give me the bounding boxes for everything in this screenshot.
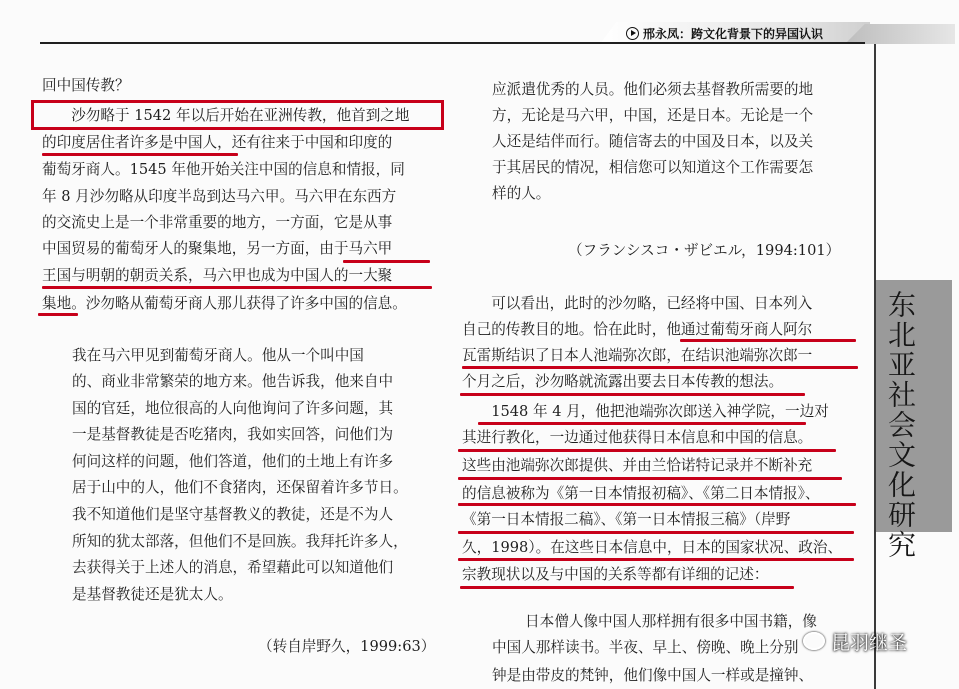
- header-rule: [40, 42, 865, 44]
- left-text-line: 集地。沙勿略从葡萄牙商人那儿获得了许多中国的信息。: [42, 295, 407, 312]
- right-quote-line: 于其居民的情况，相信您可以知道这个工作需要怎: [492, 159, 814, 176]
- right-text-line: 这些由池端弥次郎提供、并由兰恰诺特记录并不断补充: [462, 457, 813, 474]
- right-text-line: 1548 年 4 月，他把池端弥次郎送入神学院，一边对: [462, 403, 829, 420]
- left-text-line: 的交流史上是一个非常重要的地方，一方面，它是从事: [42, 214, 393, 231]
- right-text-line: 瓦雷斯结识了日本人池端弥次郎，在结识池端弥次郎一: [462, 347, 813, 364]
- right-quote2-line: 钟是由带皮的梵钟，他们像中国人一样或是撞钟、: [492, 667, 814, 684]
- running-header-title: 邢永凤：跨文化背景下的异国认识: [643, 27, 824, 41]
- right-text-line: 久，1998）。在这些日本信息中，日本的国家状况、政治、: [462, 539, 843, 556]
- annotation-underline: [460, 393, 805, 396]
- annotation-underline: [460, 586, 794, 589]
- right-quote-line: 样的人。: [492, 185, 551, 202]
- watermark-text: 昆羽继圣: [831, 632, 908, 654]
- left-quote-line: 一是基督教徒是否吃猪肉，我如实回答，问他们为: [72, 426, 394, 443]
- play-icon: [626, 27, 639, 40]
- left-quote-line: 何问这样的问题，他们答道，他们的土地上有许多: [72, 453, 394, 470]
- watermark: [803, 628, 907, 655]
- sidebar-title: 东北亚社会文化研究: [884, 290, 917, 560]
- left-quote-line: 所知的犹太部落，但他们不是回族。我拜托许多人，: [72, 533, 408, 550]
- left-text-line: 沙勿略于 1542 年以后开始在亚洲传教，他首到之地: [42, 107, 410, 124]
- left-text-line: 回中国传教？: [42, 77, 130, 94]
- annotation-underline: [462, 366, 858, 369]
- annotation-underline: [38, 313, 78, 316]
- left-text-line: 葡萄牙商人。1545 年他开始关注中国的信息和情报，同: [42, 161, 405, 178]
- left-quote-line: 居于山中的人，他们不食猪肉，还保留着许多节日。: [72, 479, 408, 496]
- running-header: [626, 25, 823, 42]
- left-text-line: 的印度居住者许多是中国人，还有往来于中国和印度的: [42, 134, 393, 151]
- right-text-line: 的信息被称为《第一日本情报初稿》、《第二日本情报》、: [462, 485, 820, 502]
- right-quote-line: 方，无论是马六甲，中国，还是日本。无论是一个: [492, 107, 814, 124]
- annotation-underline: [458, 531, 854, 534]
- left-quote-line: 我在马六甲见到葡萄牙商人。他从一个叫中国: [72, 347, 364, 364]
- right-citation: （フランシスコ・ザビエル，1994:101）: [568, 242, 841, 259]
- left-text-line: 中国贸易的葡萄牙人的聚集地，另一方面，由于马六甲: [42, 240, 393, 257]
- right-quote2-line: 中国人那样读书。半夜、早上、傍晚、晚上分别: [492, 639, 799, 656]
- right-text-line: 《第一日本情报二稿》、《第一日本情报三稿》（岸野: [462, 511, 791, 528]
- left-citation: （转自岸野久，1999:63）: [258, 638, 436, 655]
- annotation-underline: [680, 339, 856, 342]
- left-quote-line: 去获得关于上述人的消息，希望藉此可以知道他们: [72, 559, 394, 576]
- right-text-line: 宗教现状以及与中国的关系等都有详细的记述：: [462, 566, 769, 583]
- wechat-icon: [803, 632, 825, 650]
- right-quote2-line: 日本僧人像中国人那样拥有很多中国书籍，像: [525, 613, 817, 630]
- annotation-underline: [458, 503, 856, 506]
- annotation-underline: [458, 558, 854, 561]
- left-quote-line: 是基督教徒还是犹太人。: [72, 586, 233, 603]
- annotation-underline: [458, 477, 842, 480]
- right-text-line: 其进行教化，一边通过他获得日本信息和中国的信息。: [462, 429, 813, 446]
- right-text-line: 自己的传教目的地。恰在此时，他通过葡萄牙商人阿尔: [462, 321, 813, 338]
- left-quote-line: 国的官廷，地位很高的人向他询问了许多问题，其: [72, 400, 394, 417]
- annotation-box: [31, 100, 444, 130]
- right-quote-line: 人还是结伴而行。随信寄去的中国及日本，以及关: [492, 133, 814, 150]
- left-text-line: 年 8 月沙勿略从印度半岛到达马六甲。马六甲在东西方: [42, 188, 397, 205]
- annotation-underline: [458, 449, 836, 452]
- left-quote-line: 我不知道他们是坚守基督教义的教徒，还是不为人: [72, 506, 394, 523]
- annotation-underline: [478, 422, 806, 425]
- right-text-line: 可以看出，此时的沙勿略，已经将中国、日本列入: [462, 295, 813, 312]
- right-text-line: 个月之后，沙勿略就流露出要去日本传教的想法。: [462, 373, 784, 390]
- annotation-underline: [42, 286, 432, 289]
- annotation-underline: [343, 260, 430, 263]
- left-text-line: 王国与明朝的朝贡关系，马六甲也成为中国人的一大聚: [42, 267, 393, 284]
- left-quote-line: 的、商业非常繁荣的地方来。他告诉我，他来自中: [72, 373, 394, 390]
- annotation-underline: [42, 153, 238, 156]
- right-quote-line: 应派遣优秀的人员。他们必须去基督教所需要的地: [492, 81, 814, 98]
